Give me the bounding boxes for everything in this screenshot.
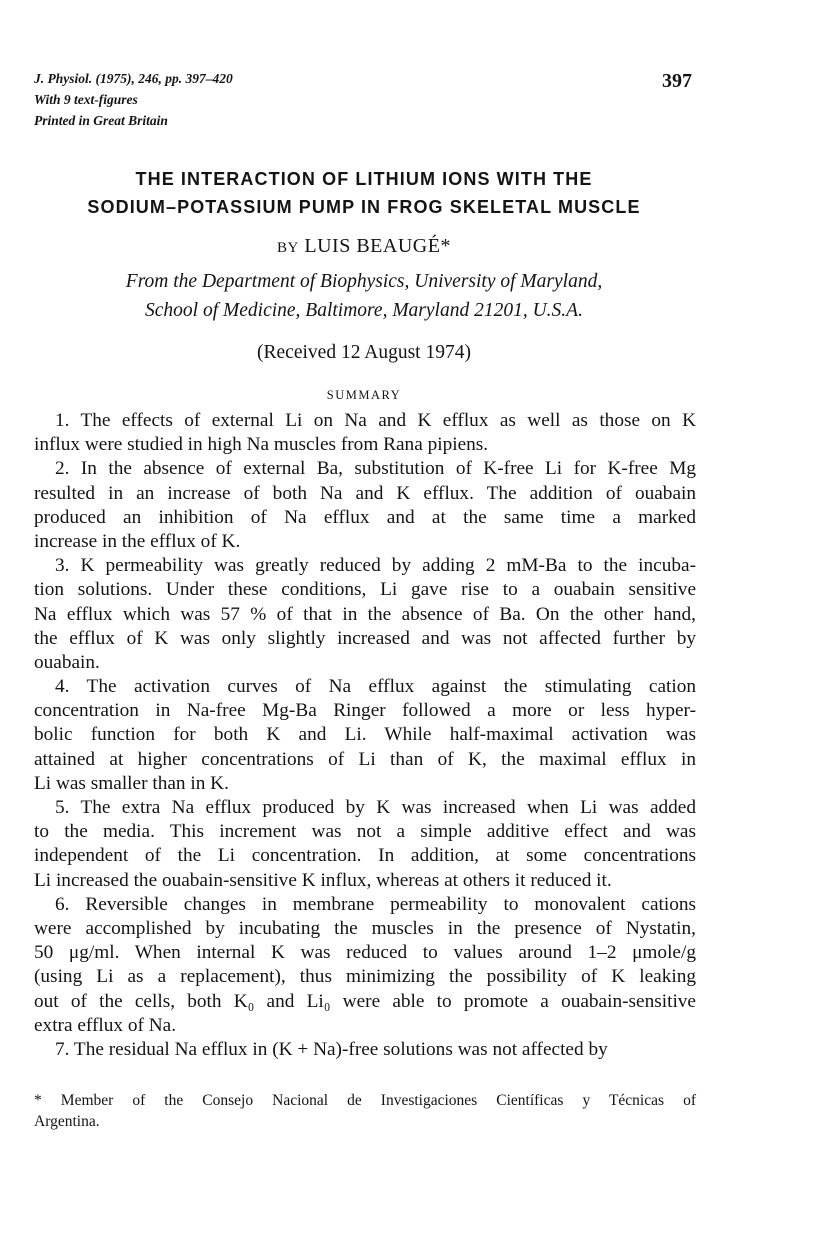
paragraph-line: Li increased the ouabain-sensitive K influx, whereas at others it reduced it.: [34, 869, 612, 891]
summary-paragraph: [34, 893, 696, 1038]
paragraph-line: resulted in an increase of both Na and K efflux. The addition of ouabain: [34, 482, 696, 504]
footnote-line-2: Argentina.: [34, 1113, 100, 1130]
paragraph-line: influx were studied in high Na muscles from Rana pipiens.: [34, 434, 489, 456]
journal-citation: J. Physiol. (1975), 246, pp. 397–420: [34, 71, 233, 86]
title-line-1: THE INTERACTION OF LITHIUM IONS WITH THE: [135, 169, 593, 189]
author-name: LUIS BEAUGÉ*: [304, 235, 451, 257]
paragraph-line: Li was smaller than in K.: [34, 772, 229, 794]
summary-paragraph: [34, 675, 696, 796]
summary-paragraph: [34, 796, 696, 893]
paragraph-line: 6. Reversible changes in membrane permeability to monovalent cations: [55, 893, 696, 915]
paragraph-line: (using Li as a replacement), thus minimizing the possibility of K leaking: [34, 966, 696, 988]
paragraph-line: out of the cells, both K₀ and Li₀ were able to promote a ouabain-sensitive: [34, 990, 696, 1012]
figures-note: With 9 text-figures: [34, 92, 138, 107]
paragraph-line: ouabain.: [34, 651, 100, 673]
received-date: (Received 12 August 1974): [257, 342, 471, 363]
paragraph-line: to the media. This increment was not a simple additive effect and was: [34, 821, 696, 843]
paragraph-line: 1. The effects of external Li on Na and K efflux as well as those on K: [55, 410, 696, 431]
paragraph-line: produced an inhibition of Na efflux and at the same time a marked: [34, 506, 696, 528]
page-number: 397: [662, 70, 692, 92]
affiliation: [34, 267, 694, 325]
paragraph-line: bolic function for both K and Li. While half-maximal activation was: [34, 724, 696, 746]
paragraph-line: 3. K permeability was greatly reduced by adding 2 mM-Ba to the incuba-: [55, 555, 696, 577]
article-title: [34, 165, 694, 221]
author-line: [34, 235, 694, 258]
affiliation-line-1: From the Department of Biophysics, University of Maryland,: [125, 271, 603, 292]
paragraph-line: 7. The residual Na efflux in (K + Na)-free solutions was not affected by: [55, 1038, 608, 1060]
paragraph-line: were accomplished by incubating the muscles in the presence of Nystatin,: [34, 917, 696, 939]
paragraph-line: the efflux of K was only slightly increased and was not affected further by: [34, 627, 696, 649]
paragraph-line: independent of the Li concentration. In addition, at some concentrations: [34, 845, 696, 867]
summary-heading: SUMMARY: [326, 388, 402, 402]
paragraph-line: attained at higher concentrations of Li than of K, the maximal efflux in: [34, 748, 696, 770]
footnote-line-1: * Member of the Consejo Nacional de Investigaciones Científicas y Técnicas of: [34, 1092, 696, 1109]
footnote: [34, 1090, 696, 1132]
summary-paragraph: [34, 409, 696, 457]
paragraph-line: Na efflux which was 57 % of that in the absence of Ba. On the other hand,: [34, 603, 696, 625]
paragraph-line: extra efflux of Na.: [34, 1014, 177, 1036]
paragraph-line: tion solutions. Under these conditions, Li gave rise to a ouabain sensitive: [34, 579, 696, 601]
title-line-2: SODIUM–POTASSIUM PUMP IN FROG SKELETAL MUSCLE: [87, 197, 641, 217]
paragraph-line: 5. The extra Na efflux produced by K was increased when Li was added: [55, 797, 696, 818]
paragraph-line: increase in the efflux of K.: [34, 530, 241, 552]
summary-paragraph: [34, 457, 696, 554]
paragraph-line: concentration in Na-free Mg-Ba Ringer followed a more or less hyper-: [34, 700, 696, 722]
running-header: [34, 68, 694, 131]
affiliation-line-2: School of Medicine, Baltimore, Maryland 21201, U.S.A.: [145, 300, 583, 321]
paragraph-line: 2. In the absence of external Ba, substitution of K-free Li for K-free Mg: [55, 458, 696, 480]
paragraph-line: 50 μg/ml. When internal K was reduced to values around 1–2 μmole/g: [34, 942, 696, 964]
summary-paragraph: [34, 554, 696, 675]
paragraph-line: 4. The activation curves of Na efflux against the stimulating cation: [55, 676, 696, 698]
printed-note: Printed in Great Britain: [34, 113, 168, 128]
summary-paragraph: [34, 1038, 696, 1062]
author-by: BY: [277, 240, 299, 256]
summary-body: [34, 409, 696, 1062]
